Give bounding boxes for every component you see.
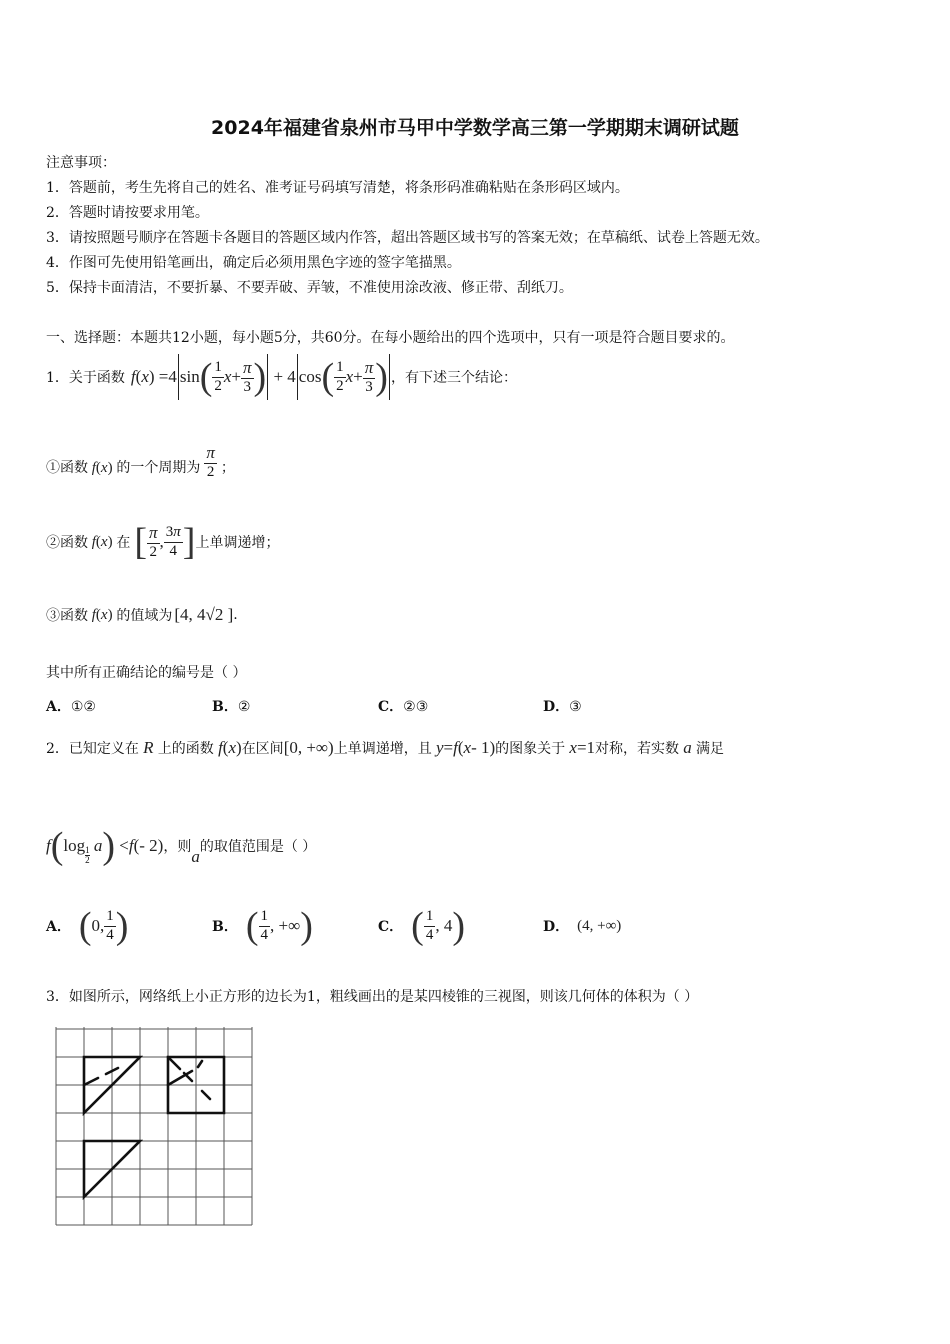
q2-condition: f ( log 1 2 a ) < f (- 2) ，则 a 的取值范围是（ ） <box>46 825 317 867</box>
notice-item: 3．请按照题号顺序在答题卡各题目的答题区域内作答，超出答题区域书写的答案无效；在草稿纸、试卷上答题无效。 <box>46 230 769 246</box>
q1-option-c[interactable]: C．②③ <box>378 699 429 715</box>
statement-mid: 在 <box>116 535 131 551</box>
question-2: 2．已知定义在 R 上的函数 f ( x ) 在区间 [0, +∞) 上单调递增，且 y = f ( x - 1) 的图象关于 x =1 对称，若实数 a 满足 <box>46 738 725 757</box>
statement-prefix: ②函数 <box>46 535 88 551</box>
side-view-dash <box>168 1057 180 1069</box>
q1-question: 其中所有正确结论的编号是（ ） <box>46 665 247 681</box>
q1-statement-1: ①函数 f ( x ) 的一个周期为 $\frac{\pi}{2}$ ； <box>46 443 235 480</box>
q1-formula: f ( x ) =4 sin ( $\frac{1}{2}$ x + $\frac{\pi}{3}$ ) + 4 cos ( $\frac{1}{2}$ x + $\frac{\pi}{3}$ ) <box>130 356 388 398</box>
q1-statement-2: ②函数 f ( x ) 在 [ $\frac{\pi}{2}$ , $\frac{3\pi}{4}$ ] 上单调递增； <box>46 521 280 563</box>
q2-option-d[interactable]: D． (4, +∞) <box>543 917 622 935</box>
statement-end: . <box>233 607 238 623</box>
q2-option-a[interactable]: A． ( 0, $\frac{1}{4}$ ) <box>46 905 129 947</box>
side-view-dash <box>198 1061 202 1067</box>
q1-statement-3: ③函数 f ( x ) 的值域为 [4, 4√2 ] . <box>46 605 238 624</box>
notice-item: 1．答题前，考生先将自己的姓名、准考证号码填写清楚，将条形码准确粘贴在条形码区域内。 <box>46 180 629 196</box>
front-view-dash <box>84 1078 98 1085</box>
q1-option-a[interactable]: A．①② <box>46 699 96 715</box>
q2-option-c[interactable]: C． ( $\frac{1}{4}$ , 4 ) <box>378 905 465 947</box>
three-view-grid-figure <box>52 1025 257 1227</box>
q1-prefix: 1．关于函数 <box>46 370 125 386</box>
statement-end: ； <box>220 460 235 476</box>
notice-item: 2．答题时请按要求用笔。 <box>46 205 209 221</box>
question-1 <box>46 352 517 402</box>
side-view-dash <box>202 1091 210 1099</box>
statement-mid: 的一个周期为 <box>116 460 201 476</box>
notice-item: 5．保持卡面清洁，不要折暴、不要弄破、弄皱，不准使用涂改液、修正带、刮纸刀。 <box>46 280 573 296</box>
question-3: 3．如图所示，网络纸上小正方形的边长为1，粗线画出的是某四棱锥的三视图，则该几何体的体积为（ ） <box>46 989 699 1005</box>
q2-option-b[interactable]: B． ( $\frac{1}{4}$ , +∞ ) <box>212 905 313 947</box>
section-heading: 一、选择题：本题共12小题，每小题5分，共60分。在每小题给出的四个选项中，只有一项是符合题目要求的。 <box>46 330 735 346</box>
notice-heading: 注意事项： <box>46 155 116 171</box>
q1-option-d[interactable]: D．③ <box>543 699 582 715</box>
statement-mid: 的值域为 <box>116 608 173 624</box>
statement-prefix: ①函数 <box>46 460 88 476</box>
q1-option-b[interactable]: B．② <box>212 699 251 715</box>
statement-prefix: ③函数 <box>46 608 88 624</box>
statement-end: 上单调递增； <box>195 535 280 551</box>
q1-suffix: ，有下述三个结论： <box>390 370 517 386</box>
notice-item: 4．作图可先使用铅笔画出，确定后必须用黑色字迹的签字笔描黑。 <box>46 255 461 271</box>
page-title: 2024年福建省泉州市马甲中学数学高三第一学期期末调研试题 <box>211 117 739 139</box>
